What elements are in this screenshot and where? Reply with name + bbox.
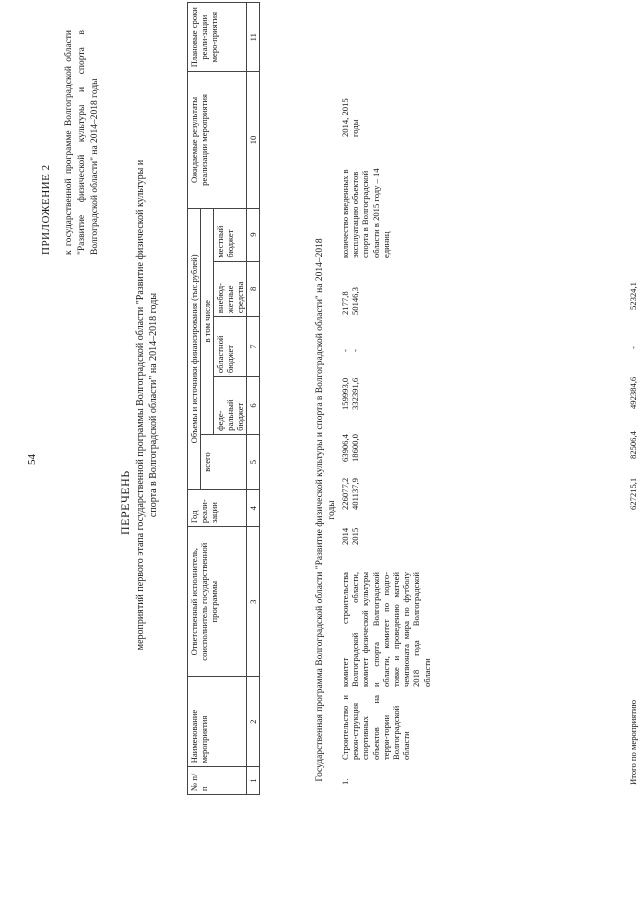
header-no: № п/п [188,767,247,795]
header-incl: в том числе [201,208,214,434]
col-number: 11 [247,3,260,72]
row-local [340,270,360,315]
row-total-value: 401137,9 [350,478,361,510]
row-results: количество введенных в эксплуатацию объектов спорта в Волгоградской области в 2015 году – 14 единиц [340,168,391,258]
column-numbers-row [247,3,260,795]
row-year: 2014 [340,527,350,545]
totals-regional: 492384,6 [628,376,638,409]
row-executor: комитет строительства Волгоградской области, комитет физической культуры и спорта Волгоградской области, комитет по подго-товке и проведению матчей чемпионата мира по футболу 2018 года Волгоградской области [340,572,432,687]
col-number: 3 [247,527,260,677]
header-results: Ожидаемые результаты реализации мероприятия [188,72,247,208]
header-period: Плановые сроки реали-зации меро-приятия [188,3,247,72]
row-offbudget-value: - [350,349,361,352]
col-number: 10 [247,72,260,208]
appendix-title: ПРИЛОЖЕНИЕ 2 [40,164,52,255]
header-local: местный бюджет [214,208,247,261]
col-number: 7 [247,317,260,377]
row-offbudget [340,332,360,352]
totals-label: Итого по мероприятию [628,699,638,785]
row-federal-value: 18600,0 [350,434,361,462]
col-number: 5 [247,434,260,489]
row-federal [340,412,360,462]
row-regional-value: 332391,6 [350,377,361,410]
col-number: 1 [247,767,260,795]
col-number: 4 [247,490,260,527]
activities-table-header [187,2,260,795]
row-period: 2014, 2015 годы [340,98,361,137]
row-total [340,460,360,510]
col-number: 2 [247,677,260,767]
totals-local: 52324,1 [628,282,638,310]
row-regional-value: 159993,0 [340,377,350,410]
header-executor: Ответственный исполнитель, соисполнитель государственной программы [188,527,247,677]
section-title: Государственная программа Волгоградской области "Развитие физической культуры и спорта в Волгоградской области" на 2014–2018 годы [315,238,337,782]
row-offbudget-value: - [340,349,350,352]
totals-total: 627215,1 [628,477,638,510]
header-funding: Объемы и источники финансирования (тыс.рублей) [188,208,201,490]
row-number: 1. [340,778,350,785]
totals-federal: 82506,4 [628,431,638,459]
header-name: Наименование мероприятия [188,677,247,767]
header-regional: областной бюджет [214,317,247,377]
row-years [340,520,360,545]
row-total-value: 226077,2 [340,477,350,510]
header-year: Год реали-зации [188,490,247,527]
header-offbudget: внебюд-жетные средства [214,261,247,316]
col-number: 6 [247,377,260,435]
col-number: 8 [247,261,260,316]
row-local-value: 2177,8 [340,291,350,315]
row-federal-value: 63906,4 [340,434,350,462]
row-local-value: 50146,3 [350,287,361,315]
page-number: 54 [26,454,38,465]
row-year: 2015 [350,527,361,545]
header-total: всего [201,434,247,489]
appendix-text: к государственной программе Волгоградской области "Развитие физической культуры и спорта в Волгоградской области" на 2014–2018 годы [64,30,100,255]
row-regional [340,360,360,410]
row-activity-name: Строительство и рекон-струкция спортивных объектов на терри-тории Волгоградской области [340,695,412,760]
col-number: 9 [247,208,260,261]
document-subtitle: мероприятий первого этапа государственной программы Волгоградской области "Развитие физической культуры и спорта в Волгоградской области" на 2014–2018 годы [135,159,159,651]
header-federal: феде-ральный бюджет [214,377,247,435]
totals-offbudget: - [628,346,638,349]
document-title: ПЕРЕЧЕНЬ [118,470,132,535]
